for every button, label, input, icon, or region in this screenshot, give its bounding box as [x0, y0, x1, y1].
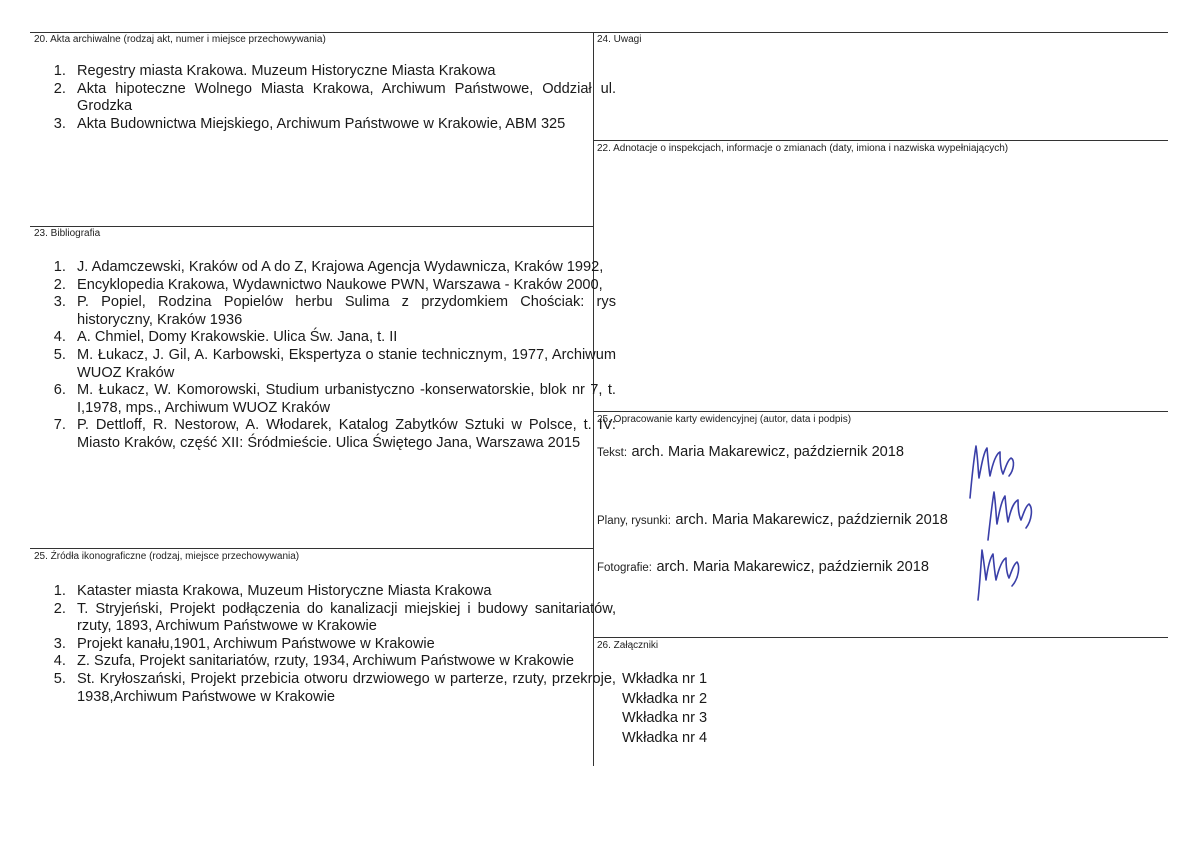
list-item: 3. Akta Budownictwa Miejskiego, Archiwum Państwowe w Krakowie, ABM 325 [70, 116, 616, 134]
plany-value: arch. Maria Makarewicz, październik 2018 [675, 512, 948, 528]
foto-value: arch. Maria Makarewicz, październik 2018 [656, 559, 929, 575]
tekst-value: arch. Maria Makarewicz, październik 2018 [631, 444, 905, 460]
section-23-label: 23. Bibliografia [34, 228, 101, 239]
foto-prefix: Fotografie: [597, 562, 652, 574]
list-item: Wkładka nr 3 [622, 710, 708, 726]
section-20-list [30, 63, 616, 133]
tekst-line [597, 443, 904, 461]
list-item: 2. Akta hipoteczne Wolnego Miasta Krakowa, Archiwum Państwowe, Oddział ul. Grodzka [70, 81, 616, 116]
list-item: 4. A. Chmiel, Domy Krakowskie. Ulica Św. Jana, t. II [70, 329, 616, 347]
tekst-prefix: Tekst: [597, 447, 628, 459]
list-item: 3. Projekt kanału,1901, Archiwum Państwowe w Krakowie [70, 636, 616, 654]
section-26-label: 26. Załączniki [597, 640, 659, 651]
section-25-icon-list [30, 583, 616, 706]
rule-23 [30, 226, 593, 227]
rule-25-icon [30, 548, 593, 549]
attachments-list [622, 670, 707, 748]
section-23-list [30, 259, 616, 453]
list-item: 6. M. Łukacz, W. Komorowski, Studium urbanistyczno -konserwatorskie, blok nr 7, t. I,1978, mps., Archiwum WUOZ Kraków [70, 382, 616, 417]
list-item: Wkładka nr 1 [622, 671, 708, 687]
section-24-label: 24. Uwagi [597, 34, 642, 45]
plany-prefix: Plany, rysunki: [597, 515, 671, 527]
top-rule-left [30, 32, 593, 33]
list-item: Wkładka nr 2 [622, 690, 708, 707]
list-item: 1. J. Adamczewski, Kraków od A do Z, Krajowa Agencja Wydawnicza, Kraków 1992, [70, 259, 616, 277]
list-item: 4. Z. Szufa, Projekt sanitariatów, rzuty, 1934, Archiwum Państwowe w Krakowie [70, 653, 616, 671]
signature-plany [982, 484, 1038, 548]
list-item: 5. M. Łukacz, J. Gil, A. Karbowski, Ekspertyza o stanie technicznym, 1977, Archiwum WUOZ Kraków [70, 347, 616, 382]
list-item: 5. St. Kryłoszański, Projekt przebicia otworu drzwiowego w parterze, rzuty, przekroje, 1938,Archiwum Państwowe w Krakowie [70, 671, 616, 706]
foto-line [597, 558, 929, 576]
plany-line [597, 511, 948, 529]
list-item: 3. P. Popiel, Rodzina Popielów herbu Sulima z przydomkiem Chościak: rys historyczny, Kraków 1936 [70, 294, 616, 329]
rule-26 [593, 637, 1168, 638]
top-rule-right [593, 32, 1168, 33]
list-item: Wkładka nr 4 [622, 729, 708, 746]
rule-22 [593, 140, 1168, 141]
section-22-label: 22. Adnotacje o inspekcjach, informacje o zmianach (daty, imiona i nazwiska wypełniających) [597, 143, 1009, 154]
list-item: 7. P. Dettloff, R. Nestorow, A. Włodarek, Katalog Zabytków Sztuki w Polsce, t. IV: Miasto Kraków, część XII: Śródmieście. Ulica Świętego Jana, Warszawa 2015 [70, 417, 616, 452]
section-20-label: 20. Akta archiwalne (rodzaj akt, numer i miejsce przechowywania) [34, 34, 326, 45]
section-25-card-label: 25. Opracowanie karty ewidencyjnej (autor, data i podpis) [597, 414, 852, 425]
list-item: 1. Kataster miasta Krakowa, Muzeum Historyczne Miasta Krakowa [70, 583, 616, 601]
list-item: 2. T. Stryjeński, Projekt podłączenia do kanalizacji miejskiej i budowy sanitariatów, rzuty, 1893, Archiwum Państwowe w Krakowie [70, 601, 616, 636]
rule-25-card [593, 411, 1168, 412]
list-item: 2. Encyklopedia Krakowa, Wydawnictwo Naukowe PWN, Warszawa - Kraków 2000, [70, 277, 616, 295]
section-25-icon-label: 25. Źródła ikonograficzne (rodzaj, miejsce przechowywania) [34, 551, 300, 562]
signature-foto [972, 540, 1024, 606]
list-item: 1. Regestry miasta Krakowa. Muzeum Historyczne Miasta Krakowa [70, 63, 616, 81]
